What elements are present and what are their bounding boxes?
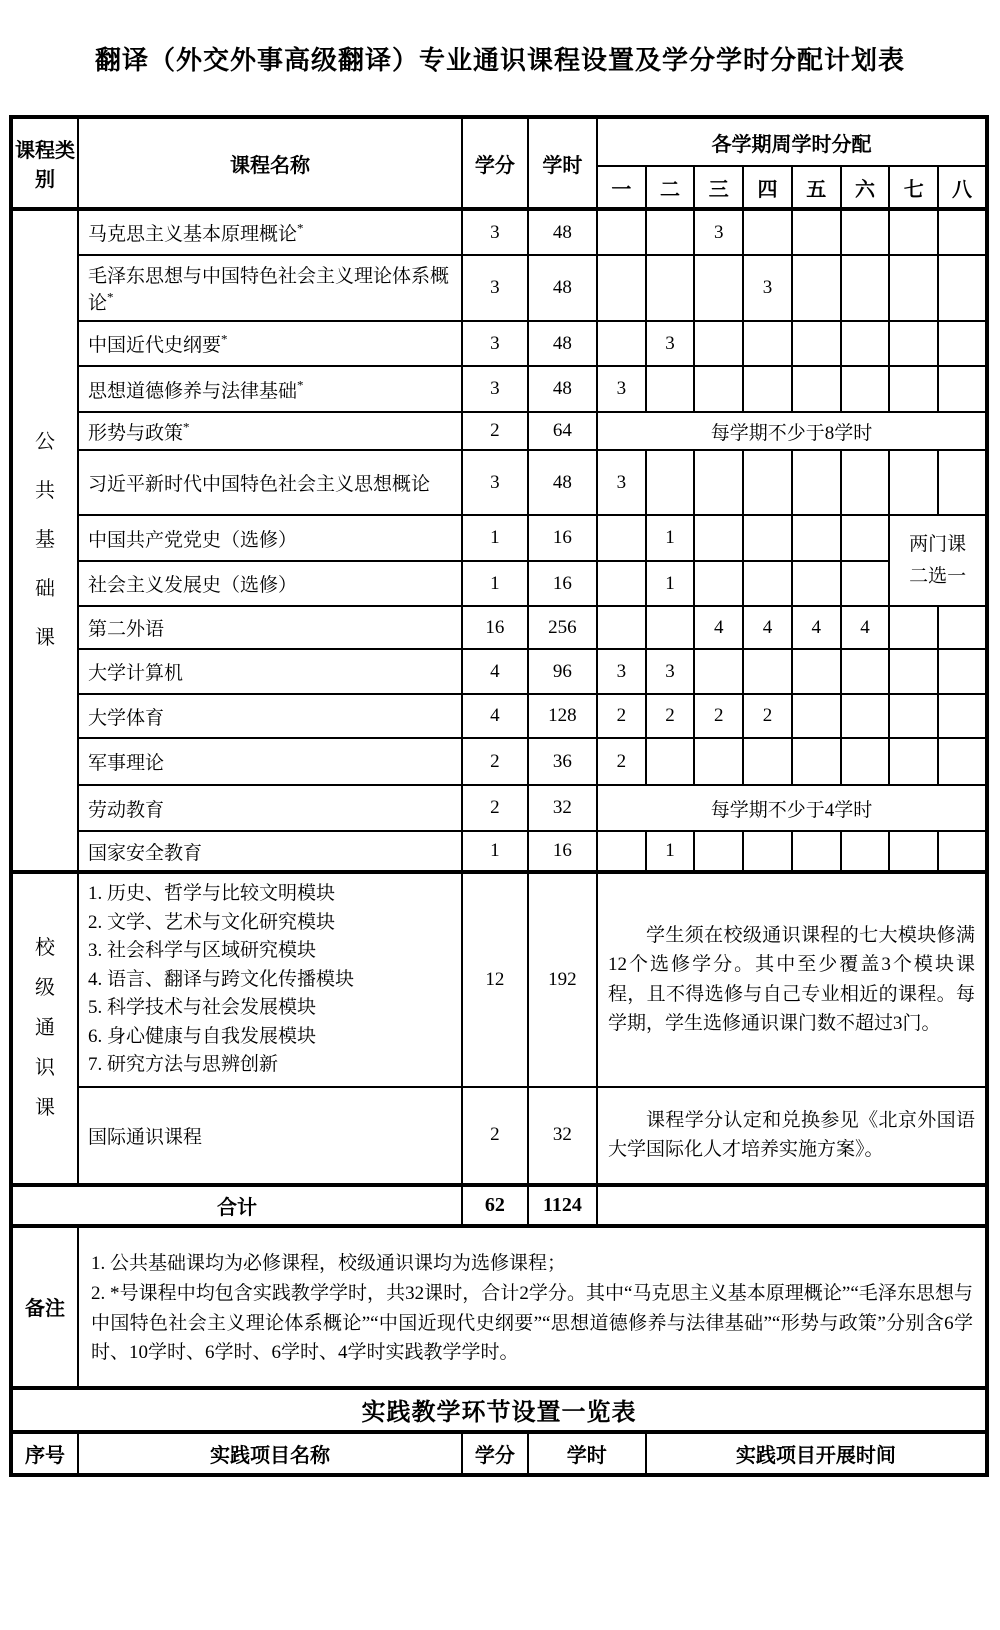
remark-item: 1. 公共基础课均为必修课程，校级通识课均为选修课程； (91, 1252, 567, 1274)
course-name-cell: 国家安全教育 (78, 831, 462, 872)
semester-cell (792, 450, 841, 515)
section-label-public-basic: 公共基础课 (11, 209, 78, 872)
semester-cell (646, 209, 695, 255)
total-credits: 62 (462, 1185, 528, 1226)
credits-cell: 3 (462, 209, 528, 255)
credits-cell: 2 (462, 738, 528, 785)
credits-cell: 2 (462, 1087, 528, 1185)
semester-cell (743, 209, 792, 255)
semester-cell (792, 209, 841, 255)
semester-cell (938, 321, 987, 366)
semester-cell (743, 738, 792, 785)
hours-cell: 48 (528, 255, 597, 321)
course-row (11, 561, 987, 606)
hours-cell: 16 (528, 561, 597, 606)
header-sem-4: 四 (743, 166, 792, 209)
semester-cell (694, 321, 743, 366)
semester-cell: 4 (792, 606, 841, 649)
semester-cell (597, 209, 646, 255)
semester-cell (792, 649, 841, 694)
semester-cell (743, 366, 792, 412)
header-row-1 (11, 117, 987, 166)
semester-cell (694, 561, 743, 606)
credits-cell: 1 (462, 515, 528, 561)
hours-cell: 48 (528, 321, 597, 366)
elective-choice-note: 两门课 二选一 (889, 515, 987, 606)
total-hours: 1124 (528, 1185, 597, 1226)
semester-cell: 2 (597, 694, 646, 738)
semester-cell (597, 606, 646, 649)
course-row (11, 606, 987, 649)
practice-star: * (183, 419, 190, 435)
header-semester-dist: 各学期周学时分配 (597, 117, 987, 166)
course-row (11, 694, 987, 738)
course-row (11, 366, 987, 412)
practice-star: * (297, 220, 304, 236)
practice-star: * (297, 377, 304, 393)
hours-cell: 36 (528, 738, 597, 785)
semester-cell (841, 515, 890, 561)
course-row (11, 321, 987, 366)
semester-cell (938, 831, 987, 872)
course-row (11, 412, 987, 450)
semester-cell (841, 321, 890, 366)
semester-cell (938, 738, 987, 785)
course-name-cell: 中国共产党党史（选修） (78, 515, 462, 561)
course-row (11, 785, 987, 831)
course-name-cell: 大学计算机 (78, 649, 462, 694)
hours-cell: 32 (528, 785, 597, 831)
semester-cell (694, 831, 743, 872)
semester-cell (646, 450, 695, 515)
semester-cell (938, 255, 987, 321)
semester-cell (792, 515, 841, 561)
semester-cell (841, 649, 890, 694)
semester-cell (792, 255, 841, 321)
semester-cell: 3 (597, 450, 646, 515)
semester-note-cell: 每学期不少于8学时 (597, 412, 987, 450)
semester-cell (694, 255, 743, 321)
header-sem-2: 二 (646, 166, 695, 209)
semester-cell (938, 450, 987, 515)
credits-cell: 4 (462, 694, 528, 738)
gened-modules-note: 学生须在校级通识课程的七大模块修满12个选修学分。其中至少覆盖3个模块课程，且不得选修与自己专业相近的课程。每学期，学生选修通识课门数不超过3门。 (597, 872, 987, 1087)
course-name-cell: 社会主义发展史（选修） (78, 561, 462, 606)
semester-cell (889, 738, 938, 785)
header-credits: 学分 (462, 117, 528, 209)
hours-cell: 192 (528, 872, 597, 1087)
semester-cell (597, 561, 646, 606)
course-name-cell: 军事理论 (78, 738, 462, 785)
semester-cell (938, 649, 987, 694)
semester-cell (938, 606, 987, 649)
semester-cell (646, 255, 695, 321)
semester-cell: 1 (646, 831, 695, 872)
course-row (11, 738, 987, 785)
semester-cell (841, 450, 890, 515)
header-hours: 学时 (528, 117, 597, 209)
semester-cell (743, 831, 792, 872)
semester-cell (889, 255, 938, 321)
course-name-cell: 国际通识课程 (78, 1087, 462, 1185)
course-row (11, 255, 987, 321)
course-name-cell: 马克思主义基本原理概论* (78, 209, 462, 255)
semester-cell (792, 561, 841, 606)
hours-cell: 48 (528, 450, 597, 515)
semester-cell: 2 (743, 694, 792, 738)
practice-header-time: 实践项目开展时间 (646, 1432, 987, 1475)
credits-cell: 1 (462, 831, 528, 872)
semester-cell (743, 515, 792, 561)
header-sem-7: 七 (889, 166, 938, 209)
hours-cell: 32 (528, 1087, 597, 1185)
semester-cell (889, 694, 938, 738)
semester-cell: 4 (694, 606, 743, 649)
semester-cell (646, 366, 695, 412)
semester-cell: 4 (743, 606, 792, 649)
semester-cell (694, 515, 743, 561)
semester-cell: 3 (597, 366, 646, 412)
semester-cell (889, 450, 938, 515)
semester-cell (889, 209, 938, 255)
semester-cell (694, 649, 743, 694)
header-course-name: 课程名称 (78, 117, 462, 209)
semester-cell (646, 738, 695, 785)
header-category: 课程类别 (11, 117, 78, 209)
semester-cell (938, 366, 987, 412)
total-label: 合计 (11, 1185, 462, 1226)
semester-cell (938, 209, 987, 255)
header-sem-5: 五 (792, 166, 841, 209)
semester-cell (792, 694, 841, 738)
credits-cell: 4 (462, 649, 528, 694)
course-name-cell: 劳动教育 (78, 785, 462, 831)
semester-cell (792, 738, 841, 785)
semester-cell (743, 450, 792, 515)
semester-cell (792, 366, 841, 412)
semester-cell (597, 321, 646, 366)
curriculum-table (9, 115, 989, 1477)
practice-table-title: 实践教学环节设置一览表 (11, 1388, 987, 1432)
course-name-cell: 第二外语 (78, 606, 462, 649)
semester-cell: 3 (694, 209, 743, 255)
remark-item: 2. *号课程中均包含实践教学学时，共32课时，合计2学分。其中“马克思主义基本原理概论”“毛泽东思想与中国特色社会主义理论体系概论”“中国近现代史纲要”“思想道德修养与法律基础”“形势与政策”分别含6学时、10学时、6学时、6学时、4学时实践教学学时。 (91, 1282, 973, 1364)
semester-cell (694, 450, 743, 515)
practice-star: * (221, 331, 228, 347)
semester-cell (694, 738, 743, 785)
credits-cell: 16 (462, 606, 528, 649)
credits-cell: 2 (462, 785, 528, 831)
course-row (11, 209, 987, 255)
semester-cell (841, 738, 890, 785)
semester-cell: 2 (646, 694, 695, 738)
hours-cell: 48 (528, 209, 597, 255)
credits-cell: 1 (462, 561, 528, 606)
practice-header-name: 实践项目名称 (78, 1432, 462, 1475)
semester-cell (646, 606, 695, 649)
course-row (11, 450, 987, 515)
credits-cell: 3 (462, 366, 528, 412)
semester-cell (597, 515, 646, 561)
semester-cell (889, 649, 938, 694)
remark-label: 备注 (11, 1226, 78, 1388)
hours-cell: 16 (528, 515, 597, 561)
header-sem-1: 一 (597, 166, 646, 209)
course-row (11, 831, 987, 872)
course-row (11, 649, 987, 694)
semester-cell: 2 (597, 738, 646, 785)
semester-cell: 2 (694, 694, 743, 738)
credits-cell: 3 (462, 321, 528, 366)
semester-cell (889, 606, 938, 649)
credits-cell: 3 (462, 450, 528, 515)
semester-cell: 3 (597, 649, 646, 694)
semester-cell (792, 831, 841, 872)
semester-note-cell: 每学期不少于4学时 (597, 785, 987, 831)
course-name-cell: 思想道德修养与法律基础* (78, 366, 462, 412)
semester-cell: 1 (646, 561, 695, 606)
semester-cell: 3 (646, 321, 695, 366)
semester-cell (938, 694, 987, 738)
gened-modules-list: 1. 历史、哲学与比较文明模块 2. 文学、艺术与文化研究模块 3. 社会科学与区域研究模块 4. 语言、翻译与跨文化传播模块 5. 科学技术与社会发展模块 6. 身心健康与自我发展模块 7. 研究方法与思辨创新 (78, 872, 462, 1087)
credits-cell: 3 (462, 255, 528, 321)
hours-cell: 128 (528, 694, 597, 738)
credits-cell: 2 (462, 412, 528, 450)
semester-cell (694, 366, 743, 412)
semester-cell (841, 561, 890, 606)
header-sem-8: 八 (938, 166, 987, 209)
course-name-cell: 形势与政策* (78, 412, 462, 450)
semester-cell (889, 321, 938, 366)
remark-content (78, 1226, 987, 1388)
hours-cell: 16 (528, 831, 597, 872)
practice-header-hours: 学时 (528, 1432, 646, 1475)
hours-cell: 64 (528, 412, 597, 450)
semester-cell (597, 255, 646, 321)
practice-header-no: 序号 (11, 1432, 78, 1475)
course-row (11, 515, 987, 561)
semester-cell (889, 366, 938, 412)
header-sem-3: 三 (694, 166, 743, 209)
semester-cell (743, 649, 792, 694)
gened-intl-note: 课程学分认定和兑换参见《北京外国语大学国际化人才培养实施方案》。 (597, 1087, 987, 1185)
practice-header-row (11, 1432, 987, 1475)
hours-cell: 256 (528, 606, 597, 649)
course-name-cell: 中国近代史纲要* (78, 321, 462, 366)
credits-cell: 12 (462, 872, 528, 1087)
semester-cell (743, 321, 792, 366)
semester-cell (792, 321, 841, 366)
page-title: 翻译（外交外事高级翻译）专业通识课程设置及学分学时分配计划表 (94, 46, 905, 75)
hours-cell: 48 (528, 366, 597, 412)
total-row (11, 1185, 987, 1226)
semester-cell: 3 (743, 255, 792, 321)
semester-cell (841, 694, 890, 738)
semester-cell (841, 255, 890, 321)
semester-cell (841, 209, 890, 255)
gened-intl-row (11, 1087, 987, 1185)
semester-cell: 4 (841, 606, 890, 649)
semester-cell (841, 366, 890, 412)
semester-cell (889, 831, 938, 872)
hours-cell: 96 (528, 649, 597, 694)
header-sem-6: 六 (841, 166, 890, 209)
semester-cell (841, 831, 890, 872)
practice-header-credits: 学分 (462, 1432, 528, 1475)
practice-star: * (107, 289, 114, 305)
remark-row (11, 1226, 987, 1388)
semester-cell: 1 (646, 515, 695, 561)
section-label-gened: 校级通识课 (11, 872, 78, 1185)
practice-title-row (11, 1388, 987, 1432)
semester-cell (597, 831, 646, 872)
gened-modules-row (11, 872, 987, 1087)
semester-cell (743, 561, 792, 606)
course-name-cell: 大学体育 (78, 694, 462, 738)
total-empty-cell (597, 1185, 987, 1226)
course-name-cell: 毛泽东思想与中国特色社会主义理论体系概论* (78, 255, 462, 321)
semester-cell: 3 (646, 649, 695, 694)
course-name-cell: 习近平新时代中国特色社会主义思想概论 (78, 450, 462, 515)
